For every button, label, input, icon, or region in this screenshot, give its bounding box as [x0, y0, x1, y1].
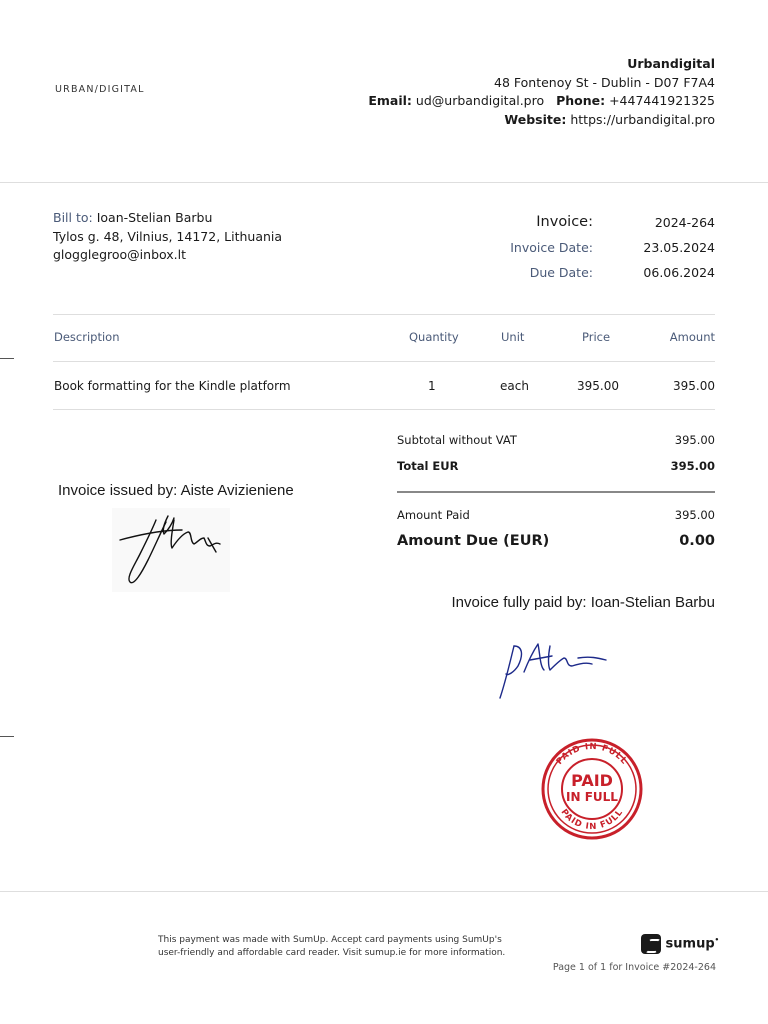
total-label: Total EUR: [397, 459, 459, 473]
margin-tick: [0, 358, 14, 359]
row-amount: 395.00: [673, 379, 715, 393]
table-top-divider: [53, 314, 715, 315]
company-logo: URBAN/DIGITAL: [55, 84, 145, 95]
footer-disclaimer: [158, 934, 505, 960]
client-name: Ioan-Stelian Barbu: [96, 210, 213, 225]
footer-line-1: This payment was made with SumUp. Accept card payments using SumUp's: [158, 935, 502, 945]
col-header-unit: Unit: [501, 330, 525, 344]
footer-line-2: user-friendly and affordable card reader. Visit sumup.ie for more information.: [158, 948, 506, 958]
invoice-number: 2024-264: [654, 215, 715, 230]
issuer-signature: [112, 508, 230, 592]
col-header-quantity: Quantity: [409, 330, 459, 344]
svg-text:PAID IN FULL: [555, 742, 630, 767]
client-address: Tylos g. 48, Vilnius, 14172, Lithuania: [53, 228, 283, 244]
email-label: Email:: [368, 93, 412, 108]
company-info: [368, 55, 715, 129]
row-quantity: 1: [428, 379, 436, 393]
phone-label: Phone:: [556, 93, 606, 108]
stamp-ring-top: PAID IN FULL: [554, 741, 630, 767]
stamp-ring-bottom: PAID IN FULL: [558, 807, 626, 833]
amount-due-label: Amount Due (EUR): [397, 533, 550, 549]
company-phone[interactable]: +447441921325: [609, 93, 715, 108]
total-value: 395.00: [670, 459, 715, 473]
subtotal-label: Subtotal without VAT: [397, 433, 517, 447]
subtotal-value: 395.00: [674, 433, 715, 447]
col-header-amount: Amount: [669, 330, 715, 344]
sumup-icon: [641, 934, 661, 954]
issued-by-text: Invoice issued by: Aiste Avizieniene: [58, 482, 294, 499]
footer-divider: [0, 891, 768, 892]
stamp-main-line2: IN FULL: [566, 790, 618, 804]
margin-tick: [0, 736, 14, 737]
amount-paid-value: 395.00: [674, 508, 715, 522]
row-description: Book formatting for the Kindle platform: [54, 379, 291, 393]
company-name: Urbandigital: [627, 56, 715, 71]
website-label: Website:: [504, 111, 567, 127]
client-email[interactable]: glogglegroo@inbox.lt: [53, 247, 187, 262]
table-bottom-divider: [53, 409, 715, 410]
company-email[interactable]: ud@urbandigital.pro: [415, 93, 545, 108]
bill-to-label: Bill to:: [53, 210, 93, 225]
due-date-label: Due Date:: [529, 265, 593, 280]
page-info: Page 1 of 1 for Invoice #2024-264: [552, 962, 716, 973]
col-header-description: Description: [54, 330, 120, 344]
paid-in-full-stamp: [538, 738, 646, 840]
paid-by-text: Invoice fully paid by: Ioan-Stelian Barbu: [451, 594, 715, 611]
bill-to-block: [53, 209, 282, 265]
amount-due-value: 0.00: [679, 533, 715, 549]
amount-paid-label: Amount Paid: [397, 508, 470, 522]
payer-signature: [494, 632, 612, 704]
invoice-date: 23.05.2024: [643, 240, 715, 255]
invoice-number-label: Invoice:: [536, 214, 593, 230]
invoice-date-label: Invoice Date:: [510, 240, 593, 255]
stamp-main-line1: PAID: [571, 771, 613, 790]
due-date: 06.06.2024: [643, 265, 715, 280]
sumup-brand: sumup: [665, 936, 715, 952]
table-header-divider: [53, 361, 715, 362]
row-price: 395.00: [577, 379, 619, 393]
row-unit: each: [500, 379, 529, 393]
header-divider: [0, 182, 768, 183]
totals-divider: [397, 491, 715, 493]
company-website[interactable]: https://urbandigital.pro: [570, 111, 715, 127]
sumup-logo: sumup•: [641, 934, 719, 954]
col-header-price: Price: [582, 330, 611, 344]
company-address: 48 Fontenoy St - Dublin - D07 F7A4: [494, 74, 715, 90]
